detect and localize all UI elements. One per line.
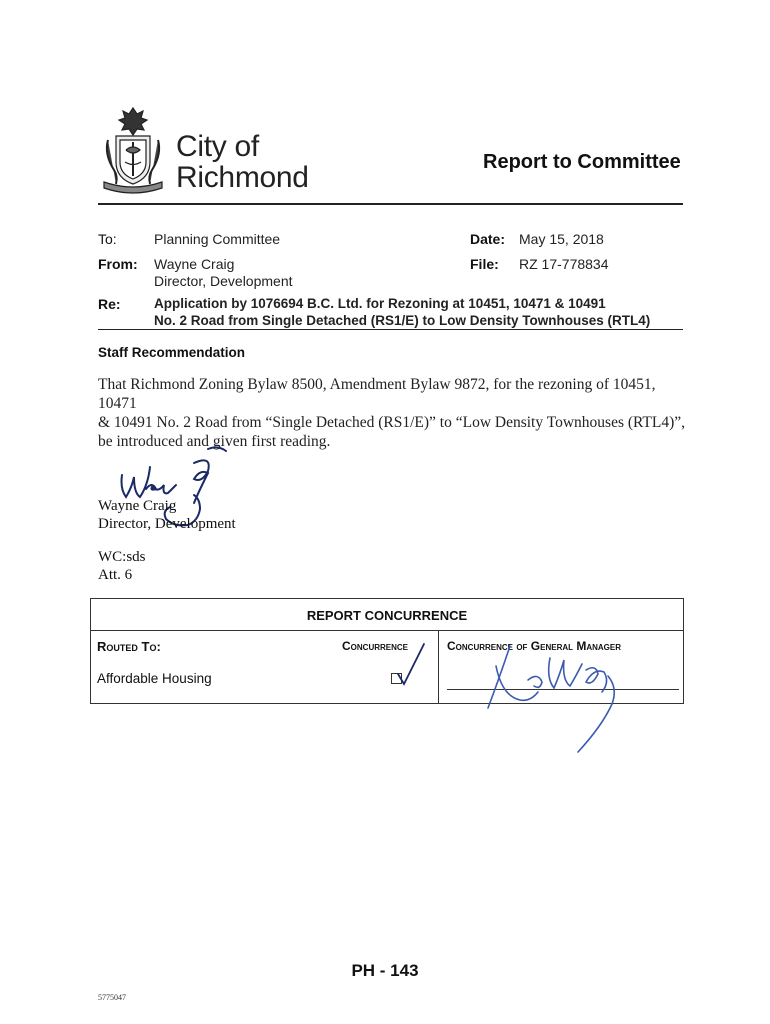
file-value: RZ 17-778834 <box>519 256 609 272</box>
header-divider <box>98 203 683 205</box>
recommendation-line3: be introduced and given first reading. <box>98 433 331 450</box>
city-crest-logo <box>98 104 168 196</box>
date-label: Date: <box>470 231 506 247</box>
to-value: Planning Committee <box>154 231 281 247</box>
from-title: Director, Development <box>154 273 293 289</box>
from-name: Wayne Craig <box>154 256 235 272</box>
file-label: File: <box>470 256 499 272</box>
checkmark-icon <box>392 640 432 690</box>
table-title-divider <box>91 630 683 631</box>
signatory-title: Director, Development <box>98 516 236 532</box>
logo-line2: Richmond <box>176 161 309 194</box>
document-id: 5775047 <box>98 993 126 1002</box>
attachments-count: Att. 6 <box>98 567 133 583</box>
concurrence-header: Concurrence <box>342 639 409 653</box>
author-initials: WC:sds <box>98 549 146 565</box>
table-column-divider <box>438 630 439 704</box>
to-label: To: <box>98 231 117 247</box>
city-name-logotype <box>176 131 309 193</box>
logo-line1: City of <box>176 130 259 163</box>
page-number: PH - 143 <box>351 961 419 980</box>
routed-to-header: Routed To: <box>97 639 161 654</box>
signatory-name: Wayne Craig <box>98 498 177 514</box>
date-value: May 15, 2018 <box>519 231 604 247</box>
recommendation-text <box>98 375 688 451</box>
subject-divider <box>98 329 683 330</box>
report-title: Report to Committee <box>483 151 681 173</box>
general-manager-concurrence-header: Concurrence of General Manager <box>447 639 622 653</box>
recommendation-line1: That Richmond Zoning Bylaw 8500, Amendment Bylaw 9872, for the rezoning of 10451, 10471 <box>98 376 656 412</box>
concurrence-table-title: REPORT CONCURRENCE <box>306 608 468 623</box>
department-affordable-housing: Affordable Housing <box>97 671 212 686</box>
recommendation-line2: & 10491 No. 2 Road from “Single Detached (RS1/E)” to “Low Density Townhouses (RTL4)”, <box>98 414 686 431</box>
general-manager-signature <box>476 636 636 756</box>
re-line2: No. 2 Road from Single Detached (RS1/E) to Low Density Townhouses (RTL4) <box>154 313 651 328</box>
recommendation-heading: Staff Recommendation <box>98 345 246 360</box>
from-label: From: <box>98 256 138 272</box>
re-line1: Application by 1076694 B.C. Ltd. for Rezoning at 10451, 10471 & 10491 <box>154 296 606 311</box>
re-label: Re: <box>98 296 121 312</box>
